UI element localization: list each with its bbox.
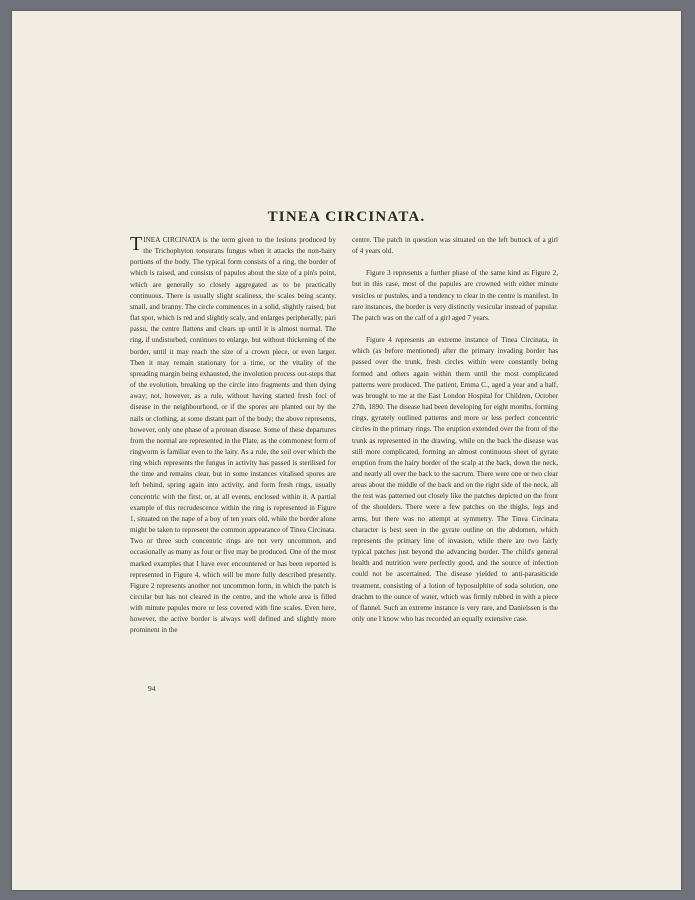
right-paragraph-3: Figure 4 represents an extreme instance of Tinea Circinata, in which (as before mentioned) after the primary invading border has passed over the trunk, fresh circles within were constantly being formed and others again within them until the most complicated patterns were produced. The patient, Emma C., aged a year and a half, was brought to me at the East London Hospital for Children, October 27th, 1890. The disease had been developing for eight months, forming rings, gyrately outlined patterns and more or less perfect concentric circles in the primary rings. The eruption extended over the front of the trunk as represented in the drawing, while on the back the disease was still more complicated, forming an almost continuous sheet of gyrate eruption from the hairy border of the scalp at the back, down the neck, and nearly all over the back to the sacrum. There were one or two clear areas about the middle of the back and on the right side of the neck, all the rest was patterned out closely like the patches depicted on the front of the shoulders. There were a few patches on the thighs, legs and arms, but there was no attempt at symmetry. The Tinea Circinata character is best seen in the gyrate outline on the abdomen, which represents the primary line of invasion, while there are two fairly typical patches just beyond the advancing border. The child's general health and nutrition were perfectly good, and the source of infection could not be ascertained. The disease yielded to anti-parasiticide treatment, consisting of a lotion of hyposulphite of soda solution, one drachm to the ounce of water, which was firmly rubbed in with a piece of flannel. Such an extreme instance is very rare, and Danielssen is the only one I know who has recorded an equally extensive case. xyxy=(352,336,558,623)
drop-cap: T xyxy=(130,233,143,255)
page-number: 94 xyxy=(148,684,156,693)
right-paragraph-1: centre. The patch in question was situated on the left buttock of a girl of 4 years old. xyxy=(352,236,558,256)
page-sheet xyxy=(12,11,681,890)
right-column xyxy=(352,235,558,625)
right-paragraph-2: Figure 3 represents a further phase of the same kind as Figure 2, but in this case, most of the papules are crowned with either minute vesicles or pustules, and a tendency to clear in the centre is manifest. In rare instances, the border is very distinctly vesicular instead of papular. The patch was on the calf of a girl aged 7 years. xyxy=(352,269,558,322)
left-column xyxy=(130,235,336,637)
left-paragraph-1 xyxy=(130,235,336,637)
left-paragraph-1-text: INEA CIRCINATA is the term given to the lesions produced by the Trichophyton tonsurans fungus when it attacks the non-hairy portions of the body. The typical form consists of a ring, the border of which is raised, and consists of papules about the size of a pin's point, which are generally so closely aggregated as to be practically continuous. There is usually slight scaliness, the scales being scanty, small, and branny. The circle commences in a solid, slightly raised, but flat spot, which is red and slightly scaly, and enlarges peripherally; pari passu, the centre flattens and clears up until it is almost normal. The ring, if undisturbed, continues to enlarge, but without thickening of the border, until it may reach the size of a crown piece, or even larger. Then it may remain stationary for a time, or the vitality of the spreading margin being exhausted, the involution process out-steps that of the evolution, breaking up the circle into fragments and then dying away; not, however, as a rule, without having started fresh foci of disease in the neighbourhood, or if the spores are planted out by the nails or clothing, at some distant part of the body; the above represents, however, only one phase of a protean disease. Some of these departures from the normal are represented in the Plate, as the commonest form of ringworm is familiar even to the laity. As a rule, the soil over which the ring which represents the fungus in activity has passed is sterilised for the time and remains clear, but in some instances vitalised spores are left behind, spring again into activity, and form fresh rings, usually concentric with the first, or, at all events, enclosed within it. A partial example of this recrudescence within the ring is represented in Figure 1, situated on the nape of a boy of ten years old, while the border alone might be taken to represent the common appearance of Tinea Circinata. Two or three such concentric rings are not very uncommon, and occasionally as many as four or five may be produced. One of the most marked examples that I have ever encountered or has been reported is represented in Figure 4, which will be more fully described presently. Figure 2 represents another not uncommon form, in which the patch is circular but has not cleared in the centre, and the whole area is filled with minute papules more or less covered with fine scales. Even here, however, the active border is always well defined and slightly more prominent in the xyxy=(130,236,336,635)
article-title: TINEA CIRCINATA. xyxy=(267,209,426,225)
